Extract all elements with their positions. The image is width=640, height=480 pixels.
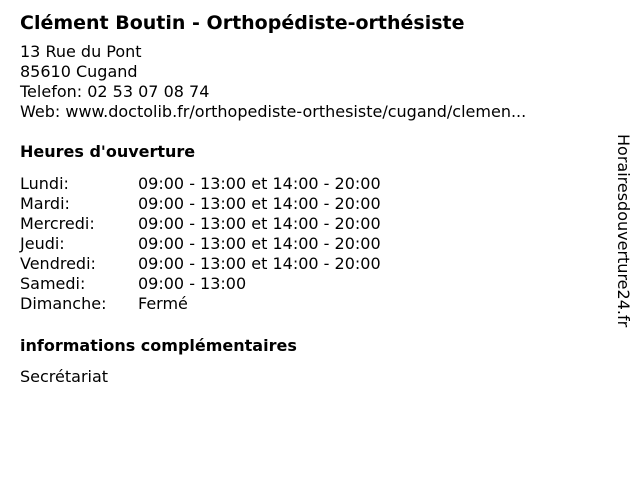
page-title: Clément Boutin - Orthopédiste-orthésiste: [20, 12, 465, 34]
day-label: Lundi:: [20, 174, 69, 193]
hours-row-thursday: [20, 234, 610, 254]
day-label: Mardi:: [20, 194, 70, 213]
hours-row-saturday: [20, 274, 610, 294]
hours-row-sunday: [20, 294, 610, 314]
day-label: Dimanche:: [20, 294, 107, 313]
hours-row-monday: [20, 174, 610, 194]
hours-row-tuesday: [20, 194, 610, 214]
website-link[interactable]: Web: www.doctolib.fr/orthopediste-orthesiste/cugand/clemen...: [20, 102, 527, 121]
time-value: 09:00 - 13:00: [138, 274, 247, 293]
time-value: 09:00 - 13:00 et 14:00 - 20:00: [138, 174, 381, 193]
time-value: Fermé: [138, 294, 188, 313]
day-label: Samedi:: [20, 274, 86, 293]
city-address: 85610 Cugand: [20, 62, 138, 81]
day-label: Vendredi:: [20, 254, 96, 273]
hours-row-wednesday: [20, 214, 610, 234]
hours-heading: Heures d'ouverture: [20, 142, 196, 161]
extra-info-heading: informations complémentaires: [20, 336, 297, 355]
day-label: Mercredi:: [20, 214, 95, 233]
hours-row-friday: [20, 254, 610, 274]
opening-hours-list: [20, 174, 610, 314]
listing-card: [20, 10, 610, 388]
site-brand-watermark: Horairesdouverture24.fr: [614, 134, 633, 328]
extra-info-item: Secrétariat: [20, 367, 109, 386]
street-address: 13 Rue du Pont: [20, 42, 142, 61]
time-value: 09:00 - 13:00 et 14:00 - 20:00: [138, 254, 381, 273]
day-label: Jeudi:: [20, 234, 65, 253]
address-block: [20, 42, 610, 122]
time-value: 09:00 - 13:00 et 14:00 - 20:00: [138, 214, 381, 233]
phone-number: Telefon: 02 53 07 08 74: [20, 82, 210, 101]
time-value: 09:00 - 13:00 et 14:00 - 20:00: [138, 194, 381, 213]
time-value: 09:00 - 13:00 et 14:00 - 20:00: [138, 234, 381, 253]
additional-info: [20, 336, 610, 388]
